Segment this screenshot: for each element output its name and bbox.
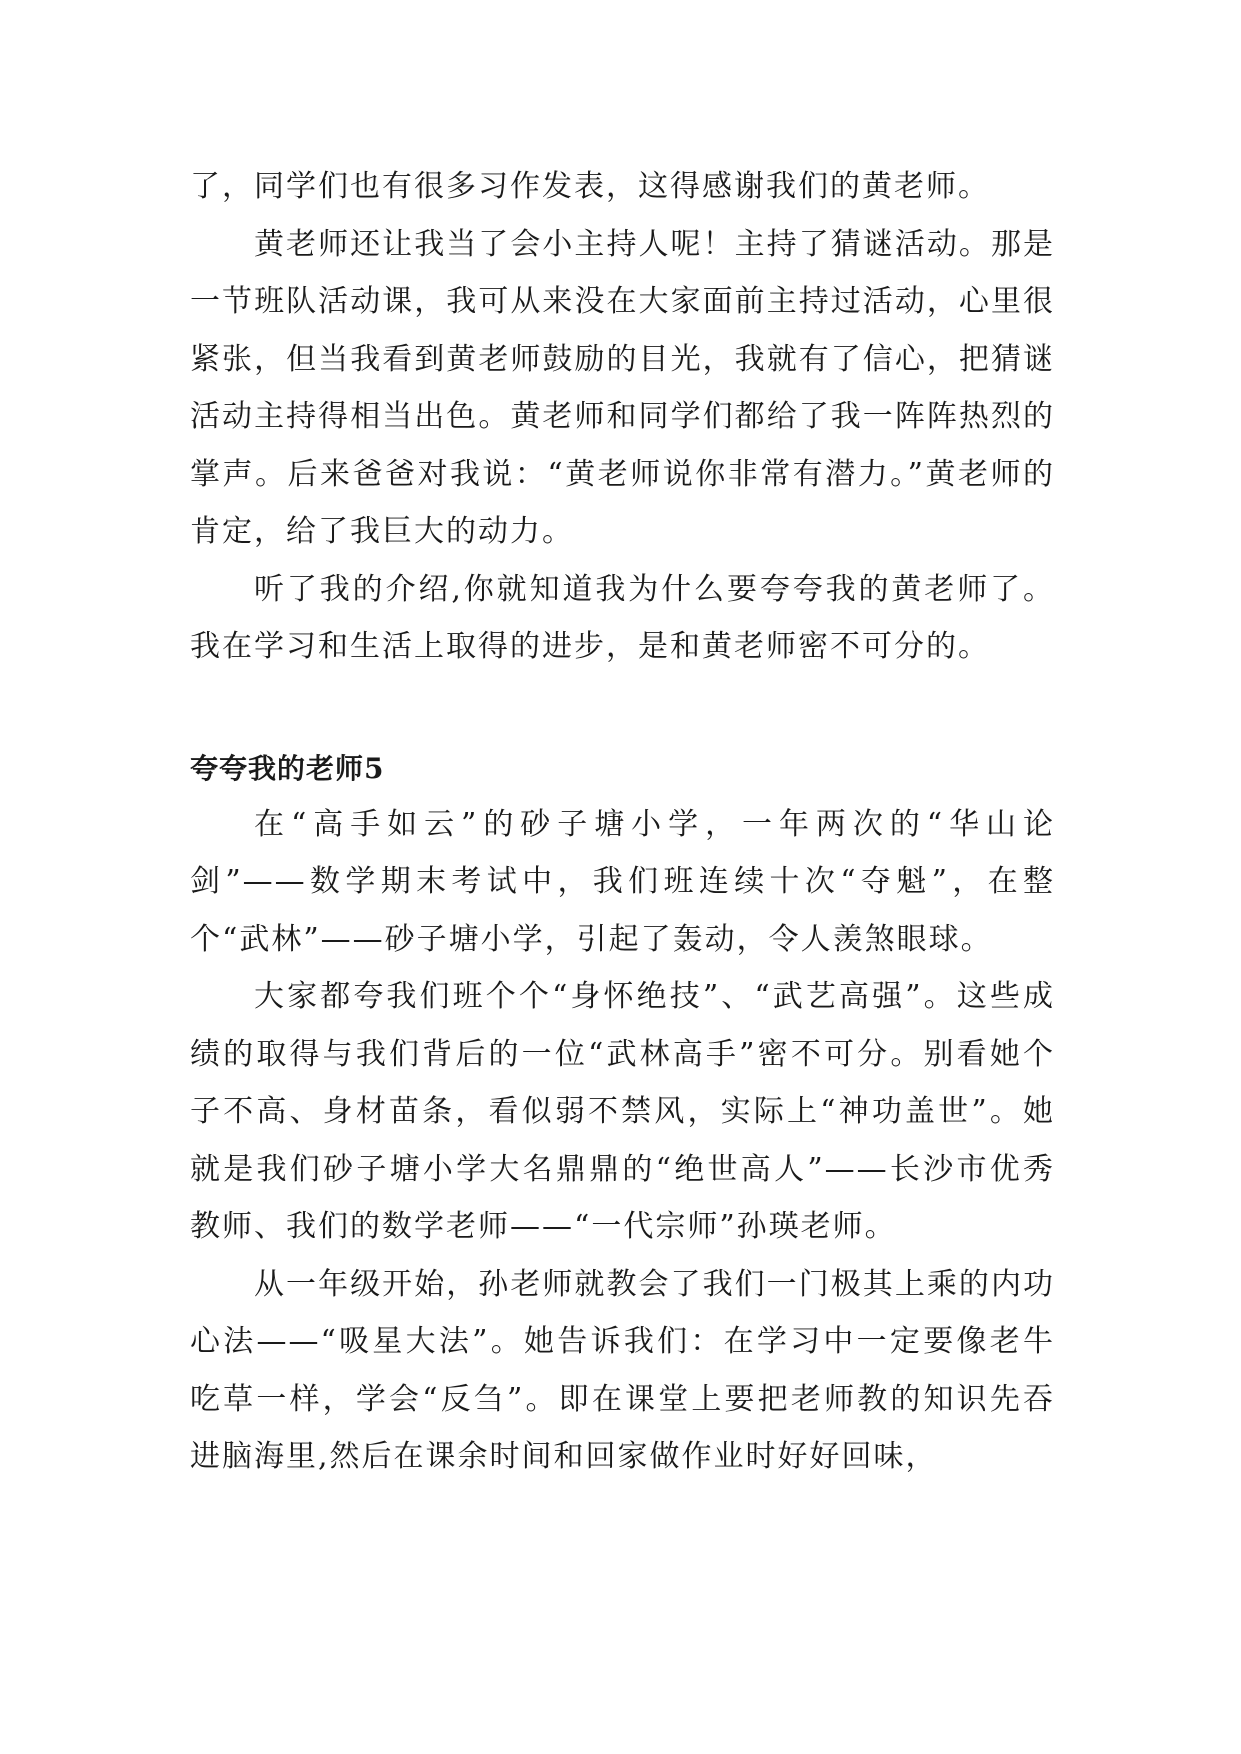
paragraph-exam-champion: 在“高手如云”的砂子塘小学，一年两次的“华山论剑”——数学期末考试中，我们班连续十次“夺魁”，在整个“武林”——砂子塘小学，引起了轰动，令人羡煞眼球。 (190, 806, 1055, 957)
paragraph-conclusion: 听了我的介绍,你就知道我为什么要夸夸我的黄老师了。我在学习和生活上取得的进步，是和黄老师密不可分的。 (190, 571, 1055, 664)
paragraph-continuation: 了，同学们也有很多习作发表，这得感谢我们的黄老师。 (190, 169, 990, 204)
paragraph-teacher-intro: 大家都夸我们班个个“身怀绝技”、“武艺高强”。这些成绩的取得与我们背后的一位“武林高手”密不可分。别看她个子不高、身材苗条，看似弱不禁风，实际上“神功盖世”。她就是我们砂子塘小学大名鼎鼎的“绝世高人”——长沙市优秀教师、我们的数学老师——“一代宗师”孙瑛老师。 (190, 979, 1055, 1244)
section-title: 夸夸我的老师5 (190, 751, 385, 785)
paragraph-host-activity: 黄老师还让我当了会小主持人呢！主持了猜谜活动。那是一节班队活动课，我可从来没在大家面前主持过活动，心里很紧张，但当我看到黄老师鼓励的目光，我就有了信心，把猜谜活动主持得相当出色。黄老师和同学们都给了我一阵阵热烈的掌声。后来爸爸对我说：“黄老师说你非常有潜力。”黄老师的肯定，给了我巨大的动力。 (190, 226, 1055, 549)
paragraph-study-method: 从一年级开始，孙老师就教会了我们一门极其上乘的内功心法——“吸星大法”。她告诉我们：在学习中一定要像老牛吃草一样，学会“反刍”。即在课堂上要把老师教的知识先吞进脑海里,然后在课余时间和回家做作业时好好回味， (190, 1266, 1055, 1474)
document-body (190, 158, 1055, 1486)
